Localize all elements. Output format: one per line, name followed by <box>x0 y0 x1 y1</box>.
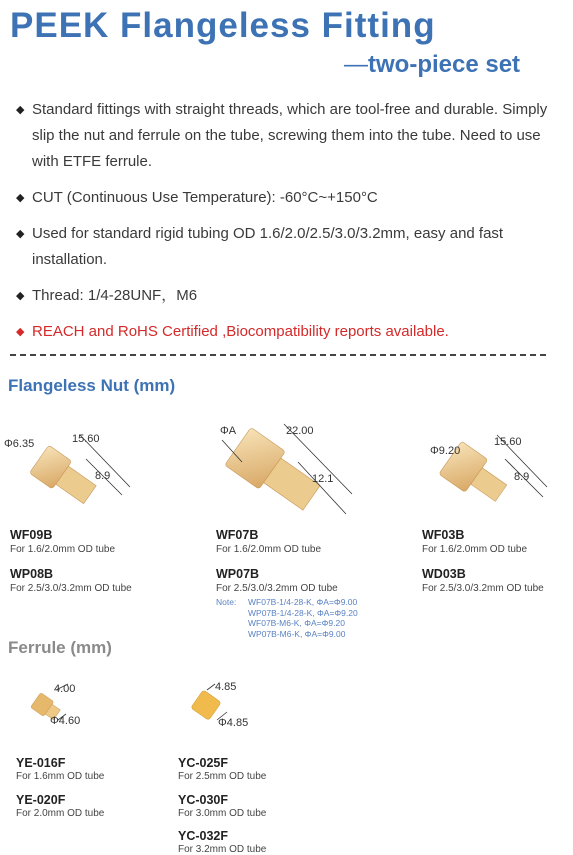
section-divider <box>10 354 546 356</box>
part-code: YC-032F <box>178 829 229 843</box>
part-desc: For 1.6/2.0mm OD tube <box>422 544 528 555</box>
nut-section-title: Flangeless Nut (mm) <box>8 376 176 395</box>
feature-item <box>16 97 556 175</box>
note-line: WF07B-1/4-28-K, ΦA=Φ9.00 <box>248 597 358 607</box>
nut-dim-thread: 12.1 <box>312 473 334 485</box>
feature-text: Thread: 1/4-28UNF，M6 <box>32 287 198 304</box>
diamond-bullet-icon: ◆ <box>16 192 25 204</box>
ferrule-dim-diameter: Φ4.85 <box>218 717 249 729</box>
nut-dim-length: 15.60 <box>494 436 522 448</box>
part-desc: For 1.6mm OD tube <box>16 771 105 782</box>
part-code: WP07B <box>216 567 260 581</box>
note-list <box>248 597 358 639</box>
nut-dim-diameter: Φ6.35 <box>4 438 35 450</box>
note-label: Note: <box>216 597 237 607</box>
feature-item <box>16 221 556 273</box>
nut-dim-thread: 8.9 <box>514 471 530 483</box>
part-code: YE-016F <box>16 756 66 770</box>
part-desc: For 2.5/3.0/3.2mm OD tube <box>422 583 544 594</box>
part-desc: For 2.0mm OD tube <box>16 808 105 819</box>
part-desc: For 1.6/2.0mm OD tube <box>10 544 116 555</box>
part-desc: For 2.5mm OD tube <box>178 771 267 782</box>
nut-dim-diameter: ΦA <box>220 425 237 437</box>
part-desc: For 2.5/3.0/3.2mm OD tube <box>10 583 132 594</box>
nut-dim-length: 15.60 <box>72 433 100 445</box>
feature-item <box>16 283 556 309</box>
feature-text: CUT (Continuous Use Temperature): -60°C~+150°C <box>32 189 378 206</box>
feature-item-certification <box>16 319 556 345</box>
note-line: WP07B-1/4-28-K, ΦA=Φ9.20 <box>248 607 358 618</box>
subtitle-dash: — <box>344 51 368 78</box>
ferrule-dim-length: 4.85 <box>215 681 237 693</box>
ferrule-section-title: Ferrule (mm) <box>8 638 112 657</box>
diamond-bullet-icon: ◆ <box>16 228 25 240</box>
part-desc: For 2.5/3.0/3.2mm OD tube <box>216 583 338 594</box>
ferrule-dim-length: 4.00 <box>54 683 76 695</box>
feature-text: REACH and RoHS Certified ,Biocompatibility reports available. <box>32 323 449 340</box>
feature-item <box>16 185 556 211</box>
part-desc: For 3.2mm OD tube <box>178 844 267 855</box>
page-subtitle <box>344 51 520 79</box>
diamond-bullet-icon: ◆ <box>16 104 25 116</box>
part-code: WF03B <box>422 528 465 542</box>
nut-wf03b-drawing <box>415 425 565 525</box>
ferrule-dim-diameter: Φ4.60 <box>50 715 81 727</box>
feature-list <box>16 97 556 355</box>
feature-text: Standard fittings with straight threads, which are tool-free and durable. Simply slip the nut and ferrule on the tube, screwing them into the tube. Need to use with ETFE ferrule. <box>32 101 548 170</box>
part-desc: For 1.6/2.0mm OD tube <box>216 544 322 555</box>
nut-dim-length: 22.00 <box>286 425 314 437</box>
part-code: WF07B <box>216 528 259 542</box>
part-code: YC-025F <box>178 756 229 770</box>
note-line: WF07B-M6-K, ΦA=Φ9.20 <box>248 618 345 629</box>
part-code: WD03B <box>422 567 466 581</box>
feature-text: Used for standard rigid tubing OD 1.6/2.0/2.5/3.0/3.2mm, easy and fast installation. <box>32 225 504 268</box>
part-code: WF09B <box>10 528 53 542</box>
note-line: WP07B-M6-K, ΦA=Φ9.00 <box>248 628 346 639</box>
part-desc: For 3.0mm OD tube <box>178 808 267 819</box>
nut-dim-diameter: Φ9.20 <box>430 445 461 457</box>
diamond-bullet-icon: ◆ <box>16 290 25 302</box>
page-title: PEEK Flangeless Fitting <box>10 6 436 45</box>
subtitle-text: two-piece set <box>368 51 521 78</box>
part-code: WP08B <box>10 567 54 581</box>
diamond-bullet-icon: ◆ <box>16 326 25 338</box>
part-code: YE-020F <box>16 793 66 807</box>
part-code: YC-030F <box>178 793 229 807</box>
nut-dim-thread: 8.9 <box>95 470 111 482</box>
